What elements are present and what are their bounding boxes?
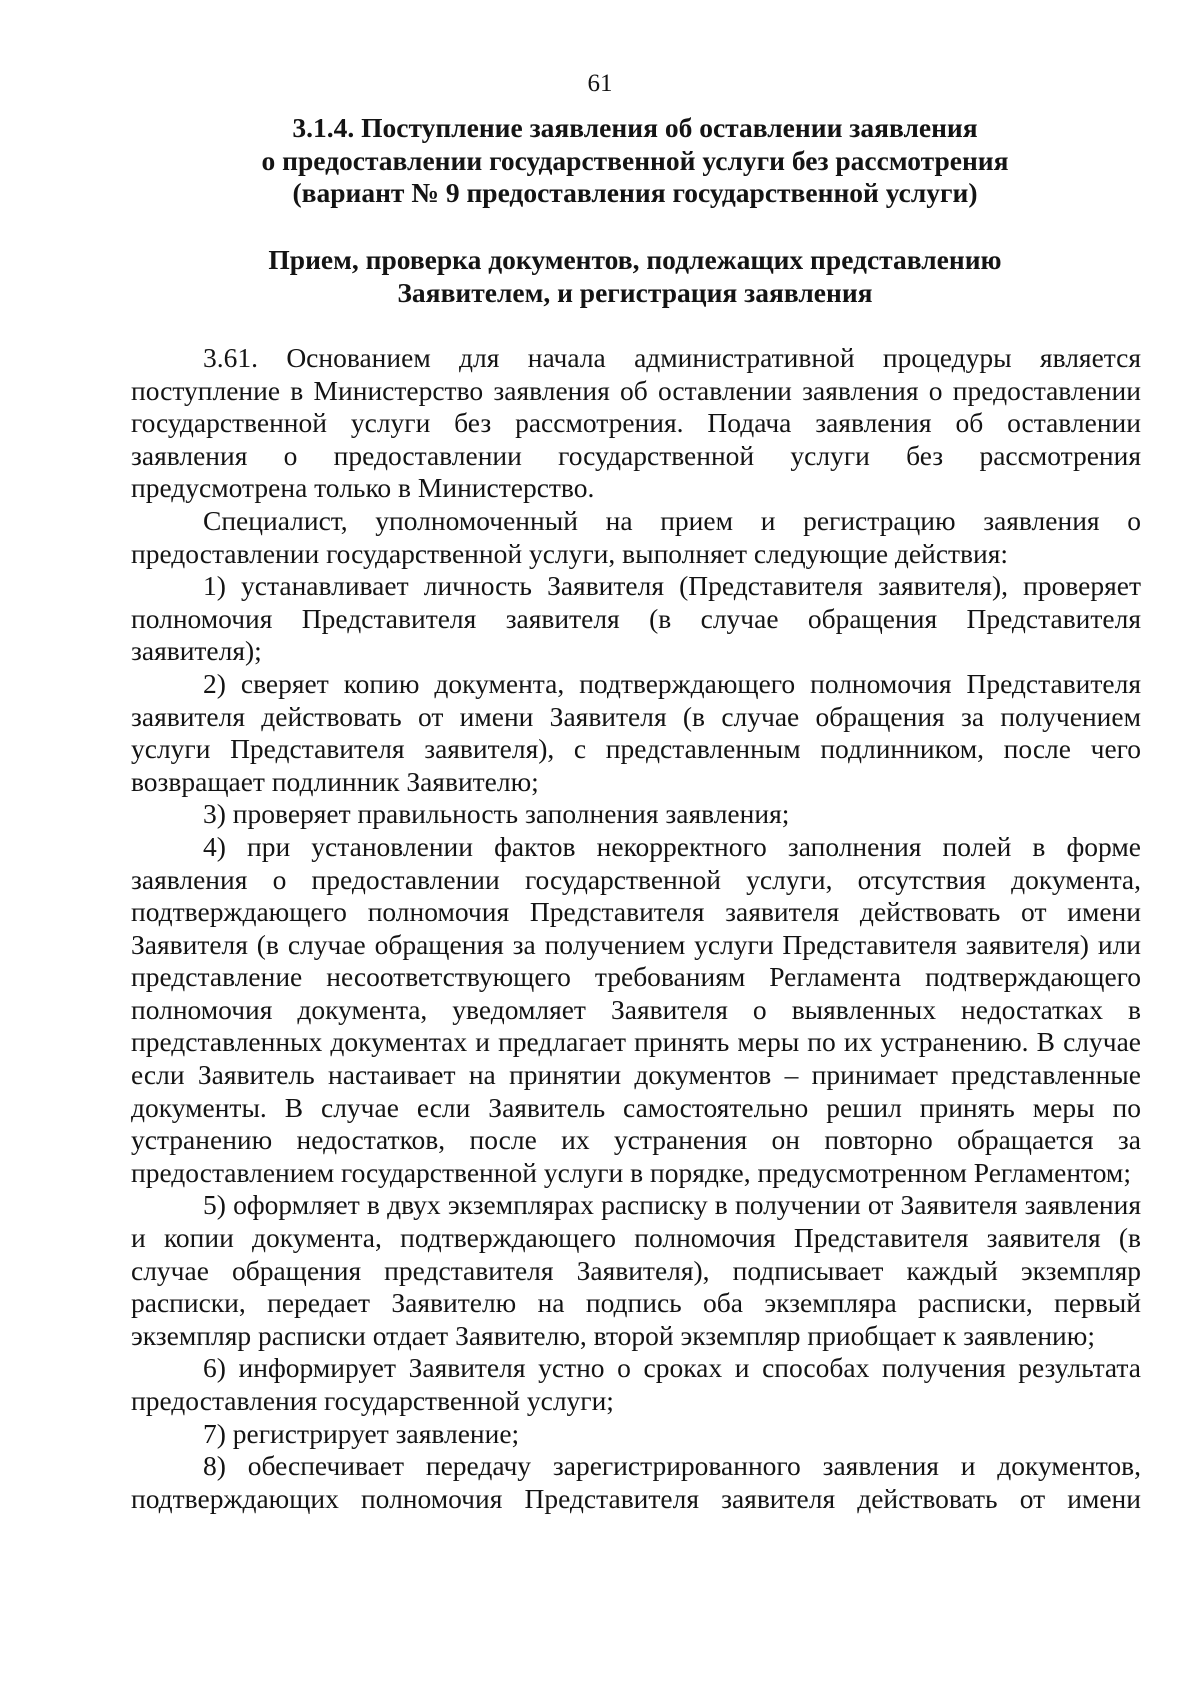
list-item-7: 7) регистрирует заявление;: [203, 1417, 520, 1449]
list-item-5: 5) оформляет в двух экземплярах расписку в получении от Заявителя заявления и копии документа, подтверждающего полномочия Представителя заявителя (в случае обращения представителя Заявителя), подписывает каждый экземпляр расписки, передает Заявителю на подпись оба экземпляра расписки, первый экземпляр расписки отдает Заявителю, второй экземпляр приобщает к заявлению;: [131, 1189, 1141, 1351]
subsection-heading: [130, 244, 1140, 309]
list-item-1: 1) устанавливает личность Заявителя (Представителя заявителя), проверяет полномочия Представителя заявителя (в случае обращения Представителя заявителя);: [131, 570, 1141, 667]
list-item-4: 4) при установлении фактов некорректного заполнения полей в форме заявления о предоставлении государственной услуги, отсутствия документа, подтверждающего полномочия Представителя заявителя действовать от имени Заявителя (в случае обращения за получением услуги Представителя заявителя) или представление несоответствующего требованиям Регламента подтверждающего полномочия документа, уведомляет Заявителя о выявленных недостатках в представленных документах и предлагает принять меры по их устранению. В случае если Заявитель настаивает на принятии документов – принимает представленные документы. В случае если Заявитель самостоятельно решил принять меры по устранению недостатков, после их устранения он повторно обращается за предоставлением государственной услуги в порядке, предусмотренном Регламентом;: [131, 830, 1141, 1188]
paragraph-specialist-actions: Специалист, уполномоченный на прием и регистрацию заявления о предоставлении государственной услуги, выполняет следующие действия:: [131, 504, 1141, 569]
body-text: [131, 342, 1141, 1515]
section-heading-line: (вариант № 9 предоставления государственной услуги): [292, 177, 978, 208]
subsection-heading-line: Прием, проверка документов, подлежащих представлению: [268, 244, 1002, 275]
list-item-8: 8) обеспечивает передачу зарегистрированного заявления и документов, подтверждающих полномочия Представителя заявителя действовать от имени: [131, 1450, 1141, 1514]
section-heading: [130, 112, 1140, 210]
list-item-2: 2) сверяет копию документа, подтверждающего полномочия Представителя заявителя действовать от имени Заявителя (в случае обращения за получением услуги Представителя заявителя), с представленным подлинником, после чего возвращает подлинник Заявителю;: [131, 667, 1141, 797]
paragraph-3-61: 3.61. Основанием для начала административной процедуры является поступление в Министерство заявления об оставлении заявления о предоставлении государственной услуги без рассмотрения. Подача заявления об оставлении заявления о предоставлении государственной услуги без рассмотрения предусмотрена только в Министерство.: [131, 342, 1141, 504]
page-number: 61: [587, 70, 613, 97]
section-heading-line: 3.1.4. Поступление заявления об оставлении заявления: [292, 112, 978, 143]
list-item-6: 6) информирует Заявителя устно о сроках и способах получения результата предоставления государственной услуги;: [131, 1352, 1141, 1416]
subsection-heading-line: Заявителем, и регистрация заявления: [397, 276, 873, 308]
list-item-3: 3) проверяет правильность заполнения заявления;: [203, 798, 790, 830]
section-heading-line: о предоставлении государственной услуги без рассмотрения: [261, 144, 1009, 176]
